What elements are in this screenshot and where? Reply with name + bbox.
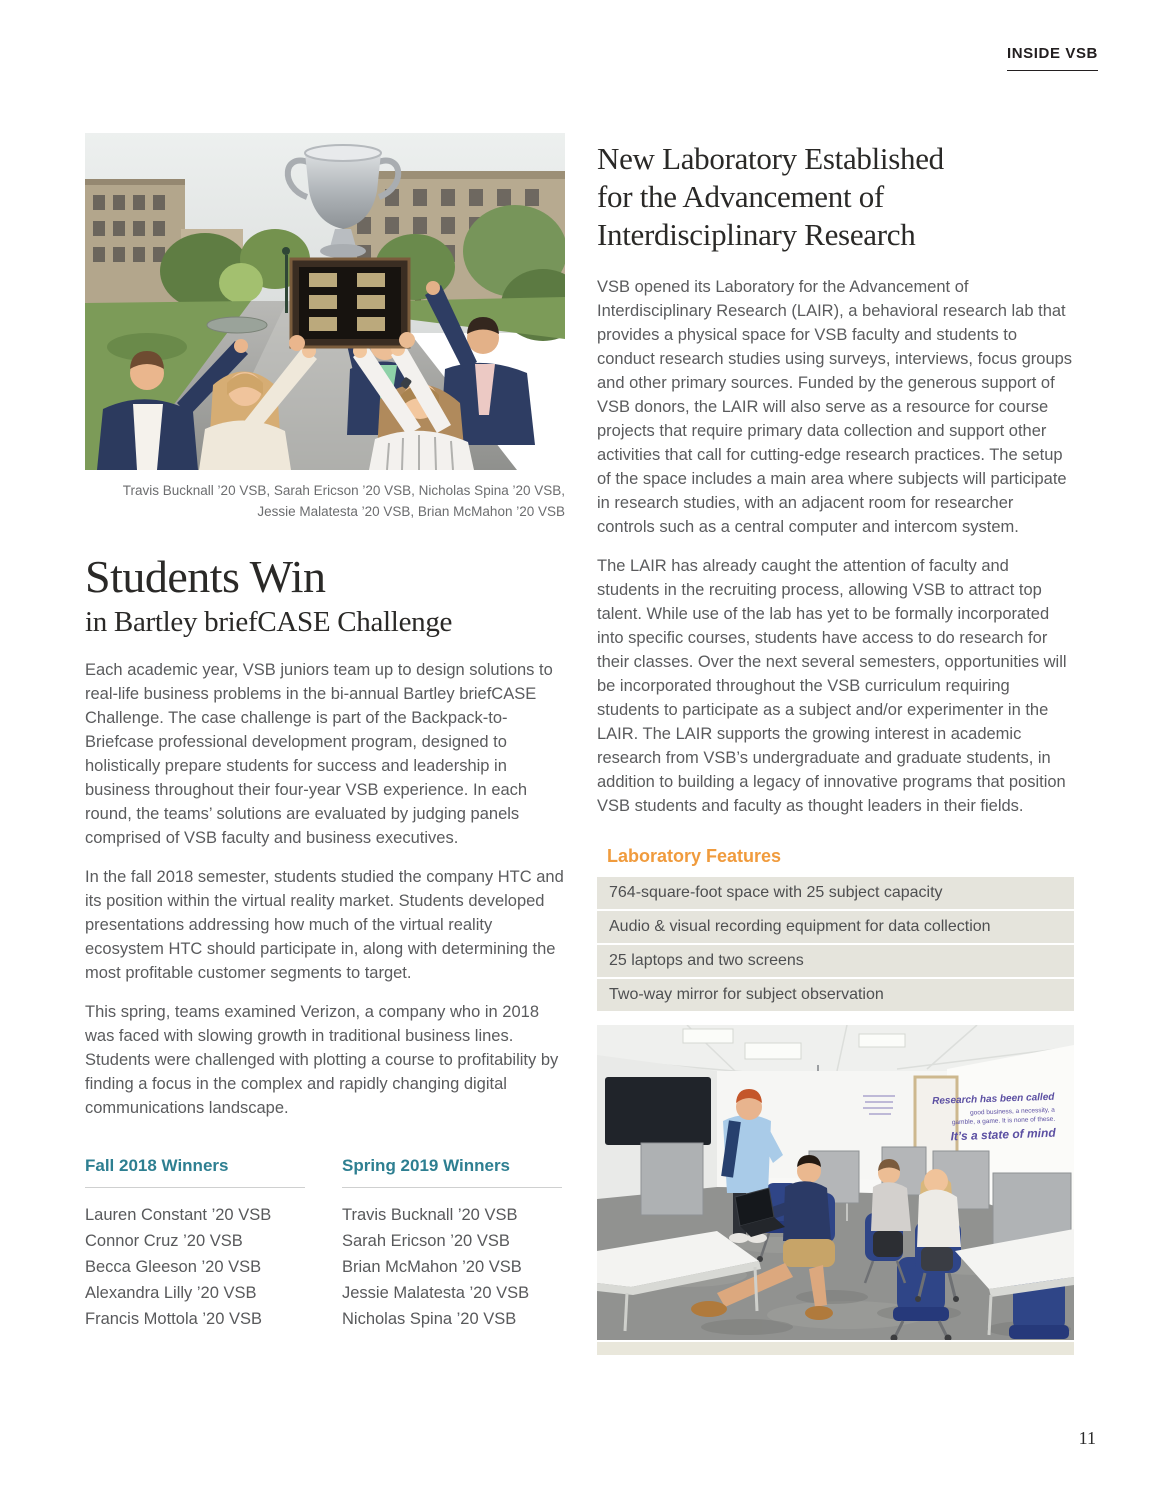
winners-section <box>85 1156 565 1332</box>
article-title: Students Win <box>85 550 326 602</box>
title-line: New Laboratory Established <box>597 141 944 176</box>
paragraph: Each academic year, VSB juniors team up to design solutions to real-life business problems in the bi-annual Bartley briefCASE Challenge. The case challenge is part of the Backpack-to-Briefcase professional development program, designed to holistically prepare students for success and leadership in business throughout their four-year VSB experience. In each round, the teams’ solutions are evaluated by judging panels comprised of VSB faculty and business executives. <box>85 660 553 847</box>
students-trophy-illustration <box>85 133 565 470</box>
wall-quote-line: gamble, a game. It is none of these. <box>951 1116 1056 1127</box>
paragraph: VSB opened its Laboratory for the Advancement of Interdisciplinary Research (LAIR), a behavioral research lab that provides a physical space for VSB faculty and students to conduct research studies using surveys, interviews, focus groups and other primary sources. Funded by the generous support of VSB donors, the LAIR will also serve as a resource for course projects that require primary data collection and support other activities that call for cutting-edge research practices. The setup of the space includes a main area where subjects will participate in research studies, with an adjacent room for researcher controls such as a central computer and intercom system. <box>597 278 1073 537</box>
winner-name: Francis Mottola ’20 VSB <box>85 1309 262 1328</box>
students-trophy-photo <box>85 133 565 470</box>
feature-item: Audio & visual recording equipment for data collection <box>597 911 1074 943</box>
paragraph: In the fall 2018 semester, students studied the company HTC and its position within the virtual reality market. Students developed presentations addressing how much of the virtual reality ecosystem HTC should participate in, along with determining the most profitable customer segments to target. <box>85 867 564 982</box>
feature-item: 764-square-foot space with 25 subject capacity <box>597 877 1074 909</box>
wall-quote-line: It’s a state of mind <box>950 1126 1056 1144</box>
right-column <box>597 140 1074 1355</box>
wall-quote-line: good business, a necessity, a <box>969 1107 1055 1118</box>
article-title <box>597 140 1074 253</box>
title-line: Interdisciplinary Research <box>597 216 916 252</box>
winners-heading: Spring 2019 Winners <box>342 1156 562 1188</box>
feature-item: Two-way mirror for subject observation <box>597 979 1074 1011</box>
winner-name: Sarah Ericson ’20 VSB <box>342 1231 510 1250</box>
page-number: 11 <box>1078 1428 1096 1448</box>
paragraph: The LAIR has already caught the attention of faculty and students in the recruiting process, allowing VSB to attract top talent. While use of the lab has yet to be formally incorporated into specific courses, students have access to do research for their classes. Over the next several semesters, opportunities will be incorporated throughout the VSB curriculum requiring students to participate as a subject and/or experimenter in the LAIR. The LAIR supports the growing interest in academic research from VSB’s undergraduate and graduate students, in addition to building a legacy of innovative programs that position VSB students and faculty as thought leaders in their fields. <box>597 557 1067 816</box>
wall-quote-line: Research has been called <box>931 1092 1055 1108</box>
left-column <box>85 133 565 1332</box>
winner-name: Jessie Malatesta ’20 VSB <box>342 1283 530 1302</box>
laboratory-features <box>597 846 1074 1011</box>
winners-heading: Fall 2018 Winners <box>85 1156 305 1188</box>
title-line: for the Advancement of <box>597 178 884 214</box>
winner-name: Alexandra Lilly ’20 VSB <box>85 1283 257 1302</box>
winner-name: Travis Bucknall ’20 VSB <box>342 1205 518 1224</box>
winner-name: Connor Cruz ’20 VSB <box>85 1231 243 1250</box>
winner-name: Becca Gleeson ’20 VSB <box>85 1257 262 1276</box>
fall-winners-column <box>85 1156 305 1332</box>
photo-bottom-strip <box>597 1342 1074 1355</box>
paragraph: This spring, teams examined Verizon, a company who in 2018 was faced with slowing growth in traditional business lines. Students were challenged with plotting a course to profitability by finding a focus in the complex and rapidly changing digital communications landscape. <box>85 1002 559 1117</box>
feature-item: 25 laptops and two screens <box>597 945 1074 977</box>
spring-winners-column <box>342 1156 562 1332</box>
article-subtitle: in Bartley briefCASE Challenge <box>85 606 453 639</box>
lab-room-illustration <box>597 1025 1074 1340</box>
features-heading: Laboratory Features <box>607 846 782 867</box>
winner-name: Nicholas Spina ’20 VSB <box>342 1309 517 1328</box>
winner-name: Lauren Constant ’20 VSB <box>85 1205 272 1224</box>
winner-name: Brian McMahon ’20 VSB <box>342 1257 522 1276</box>
photo-caption: Travis Bucknall ’20 VSB, Sarah Ericson ’20 VSB, Nicholas Spina ’20 VSB, Jessie Malatesta ’20 VSB, Brian McMahon ’20 VSB <box>122 483 565 519</box>
lab-room-photo <box>597 1025 1074 1340</box>
section-header: INSIDE VSB <box>1007 45 1098 71</box>
